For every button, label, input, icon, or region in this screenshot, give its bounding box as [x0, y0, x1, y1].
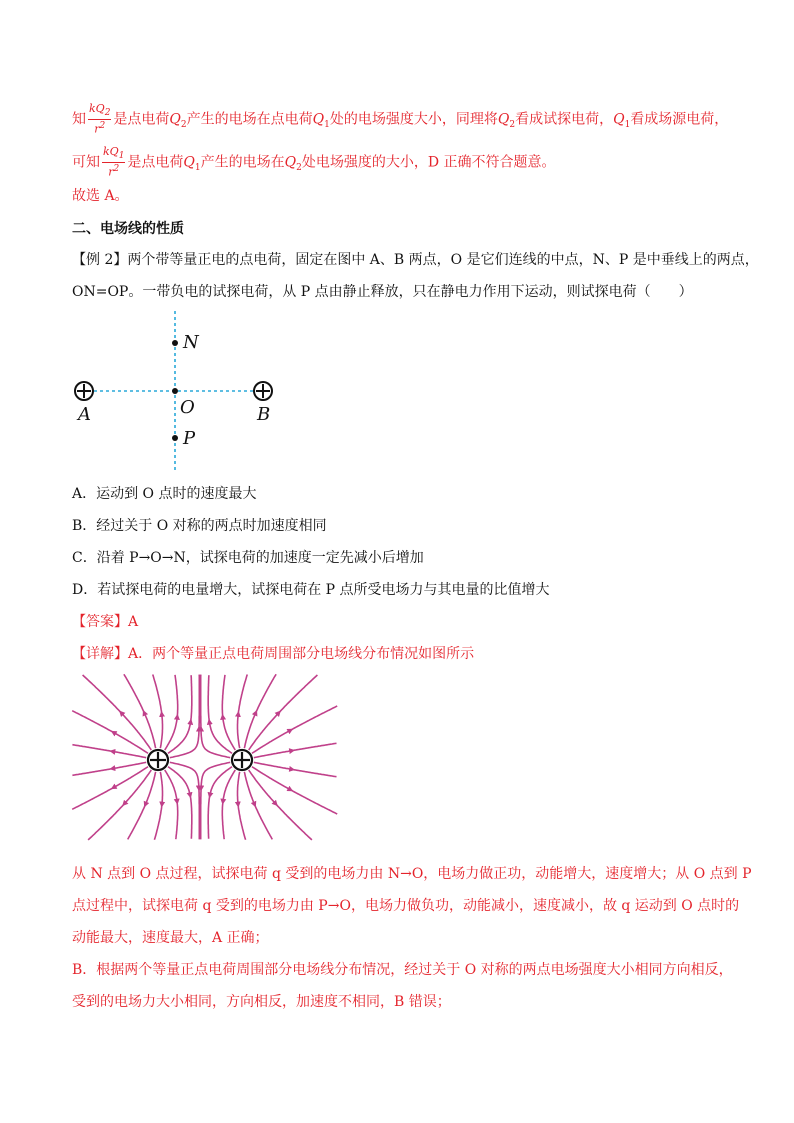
label-O: O — [180, 397, 195, 418]
symbol-sub: 2 — [509, 120, 516, 131]
option-c: C．沿着 P→O→N，试探电荷的加速度一定先减小后增加 — [72, 550, 424, 566]
field-line — [168, 675, 192, 753]
field-arrow — [289, 730, 290, 731]
field-line — [170, 762, 200, 839]
field-arrow — [254, 803, 255, 804]
field-line — [165, 675, 178, 750]
frac-den-sup: 2 — [99, 121, 106, 132]
frac-num-sub: 1 — [118, 151, 125, 162]
figure-charges-diagram — [60, 305, 300, 480]
frac-num: kQ — [103, 145, 119, 158]
field-line — [244, 772, 272, 840]
field-lines-group — [72, 674, 337, 840]
field-line — [124, 674, 156, 748]
conclusion: 故选 A。 — [72, 188, 129, 204]
fraction-kq1-r2 — [102, 146, 125, 179]
field-line — [170, 675, 200, 758]
field-line — [249, 675, 318, 750]
point-P-dot — [172, 435, 178, 441]
text-seg: 是点电荷 — [127, 154, 184, 171]
detail-intro: 【详解】A．两个等量正点电荷周围部分电场线分布情况如图所示 — [72, 646, 475, 662]
label-B: B — [257, 404, 271, 425]
field-line — [128, 772, 156, 840]
label-A: A — [78, 404, 91, 425]
symbol-q: Q — [169, 111, 181, 128]
field-arrow — [113, 787, 114, 788]
text-seg: 处的电场强度大小，同理将 — [329, 111, 498, 128]
example-line-2: ON=OP。一带负电的试探电荷，从 P 点由静止释放，只在静电力作用下运动，则试探电荷（ ） — [72, 284, 693, 300]
text-seg: 看成场源电荷， — [630, 111, 729, 128]
text-seg: 知 — [72, 111, 86, 128]
field-line — [249, 770, 312, 840]
field-arrow — [145, 803, 146, 804]
field-line — [208, 767, 232, 839]
example-text-1: 两个带等量正电的点电荷，固定在图中 A、B 两点，O 是它们连线的中点，N、P 是中垂线上的两点， — [127, 252, 759, 268]
symbol-sub: 1 — [194, 163, 201, 174]
field-line — [254, 743, 337, 757]
field-line — [244, 674, 276, 748]
field-arrow — [144, 713, 145, 714]
symbol-sub: 2 — [296, 163, 302, 174]
frac-num: kQ — [89, 102, 105, 115]
field-line — [238, 675, 248, 749]
frac-den: r — [108, 165, 114, 179]
symbol-q: Q — [613, 111, 625, 128]
symbol-sub: 1 — [624, 120, 631, 131]
field-line — [222, 770, 235, 839]
text-seg: 产生的电场在 — [200, 154, 285, 171]
explain-line-1: 从 N 点到 O 点过程，试探电荷 q 受到的电场力由 N→O，电场力做正功，动能增大，速度增大；从 O 点到 P — [72, 866, 752, 882]
field-line — [208, 675, 232, 753]
charge-right-icon — [232, 750, 252, 770]
option-d: D．若试探电荷的电量增大，试探电荷在 P 点所受电场力与其电量的比值增大 — [72, 582, 550, 598]
field-arrow — [255, 713, 256, 714]
field-arrow — [113, 732, 114, 733]
explain-line-5: 受到的电场力大小相同，方向相反，加速度不相同，B 错误； — [72, 994, 451, 1010]
example-line-1 — [72, 250, 759, 270]
field-line — [88, 770, 151, 840]
explain-line-3: 动能最大，速度最大，A 正确； — [72, 930, 269, 946]
field-line — [254, 762, 337, 776]
point-N-dot — [172, 340, 178, 346]
charge-A-icon — [75, 382, 93, 400]
frac-num-sub: 2 — [104, 108, 111, 119]
field-arrow — [289, 789, 290, 790]
field-line — [201, 675, 231, 758]
symbol-q: Q — [284, 154, 297, 171]
option-b: B．经过关于 O 对称的两点时加速度相同 — [72, 518, 327, 534]
field-line — [201, 762, 231, 839]
label-P: P — [183, 428, 196, 449]
symbol-sub: 1 — [324, 120, 330, 131]
symbol-q: Q — [497, 111, 510, 128]
text-seg: 可知 — [72, 154, 100, 171]
explain-line-2: 点过程中，试探电荷 q 受到的电场力由 P→O，电场力做负功，动能减小，速度减小，故 q 运动到 O 点时的 — [72, 898, 740, 914]
field-line — [165, 770, 178, 839]
symbol-q: Q — [312, 111, 325, 128]
symbol-sub: 2 — [180, 120, 187, 131]
field-line — [83, 675, 152, 750]
text-seg: 处电场强度的大小，D 正确不符合题意。 — [301, 154, 556, 171]
text-seg: 是点电荷 — [113, 111, 170, 128]
symbol-q: Q — [183, 154, 195, 171]
field-line — [238, 772, 246, 840]
label-N: N — [183, 332, 199, 353]
point-O-dot — [172, 388, 178, 394]
field-line — [168, 767, 192, 839]
example-label: 【例 2】 — [72, 252, 128, 268]
answer: 【答案】A — [72, 614, 139, 630]
frac-den-sup: 2 — [113, 164, 120, 175]
option-a: A．运动到 O 点时的速度最大 — [72, 486, 257, 502]
section-heading: 二、电场线的性质 — [72, 221, 184, 237]
field-lines-figure — [70, 672, 340, 842]
field-line — [72, 762, 146, 775]
explain-line-4: B．根据两个等量正点电荷周围部分电场线分布情况，经过关于 O 对称的两点电场强度大小相同方向相反， — [72, 962, 733, 978]
frac-den: r — [94, 122, 100, 136]
para-1 — [72, 103, 728, 136]
para-2 — [72, 146, 556, 179]
field-line — [72, 745, 146, 758]
text-seg: 看成试探电荷， — [515, 111, 614, 128]
field-line — [154, 772, 162, 840]
charge-B-icon — [254, 382, 272, 400]
charge-left-icon — [148, 750, 168, 770]
field-line — [153, 675, 163, 749]
fraction-kq2-r2 — [88, 103, 111, 136]
field-line — [222, 675, 235, 750]
text-seg: 产生的电场在点电荷 — [186, 111, 313, 128]
